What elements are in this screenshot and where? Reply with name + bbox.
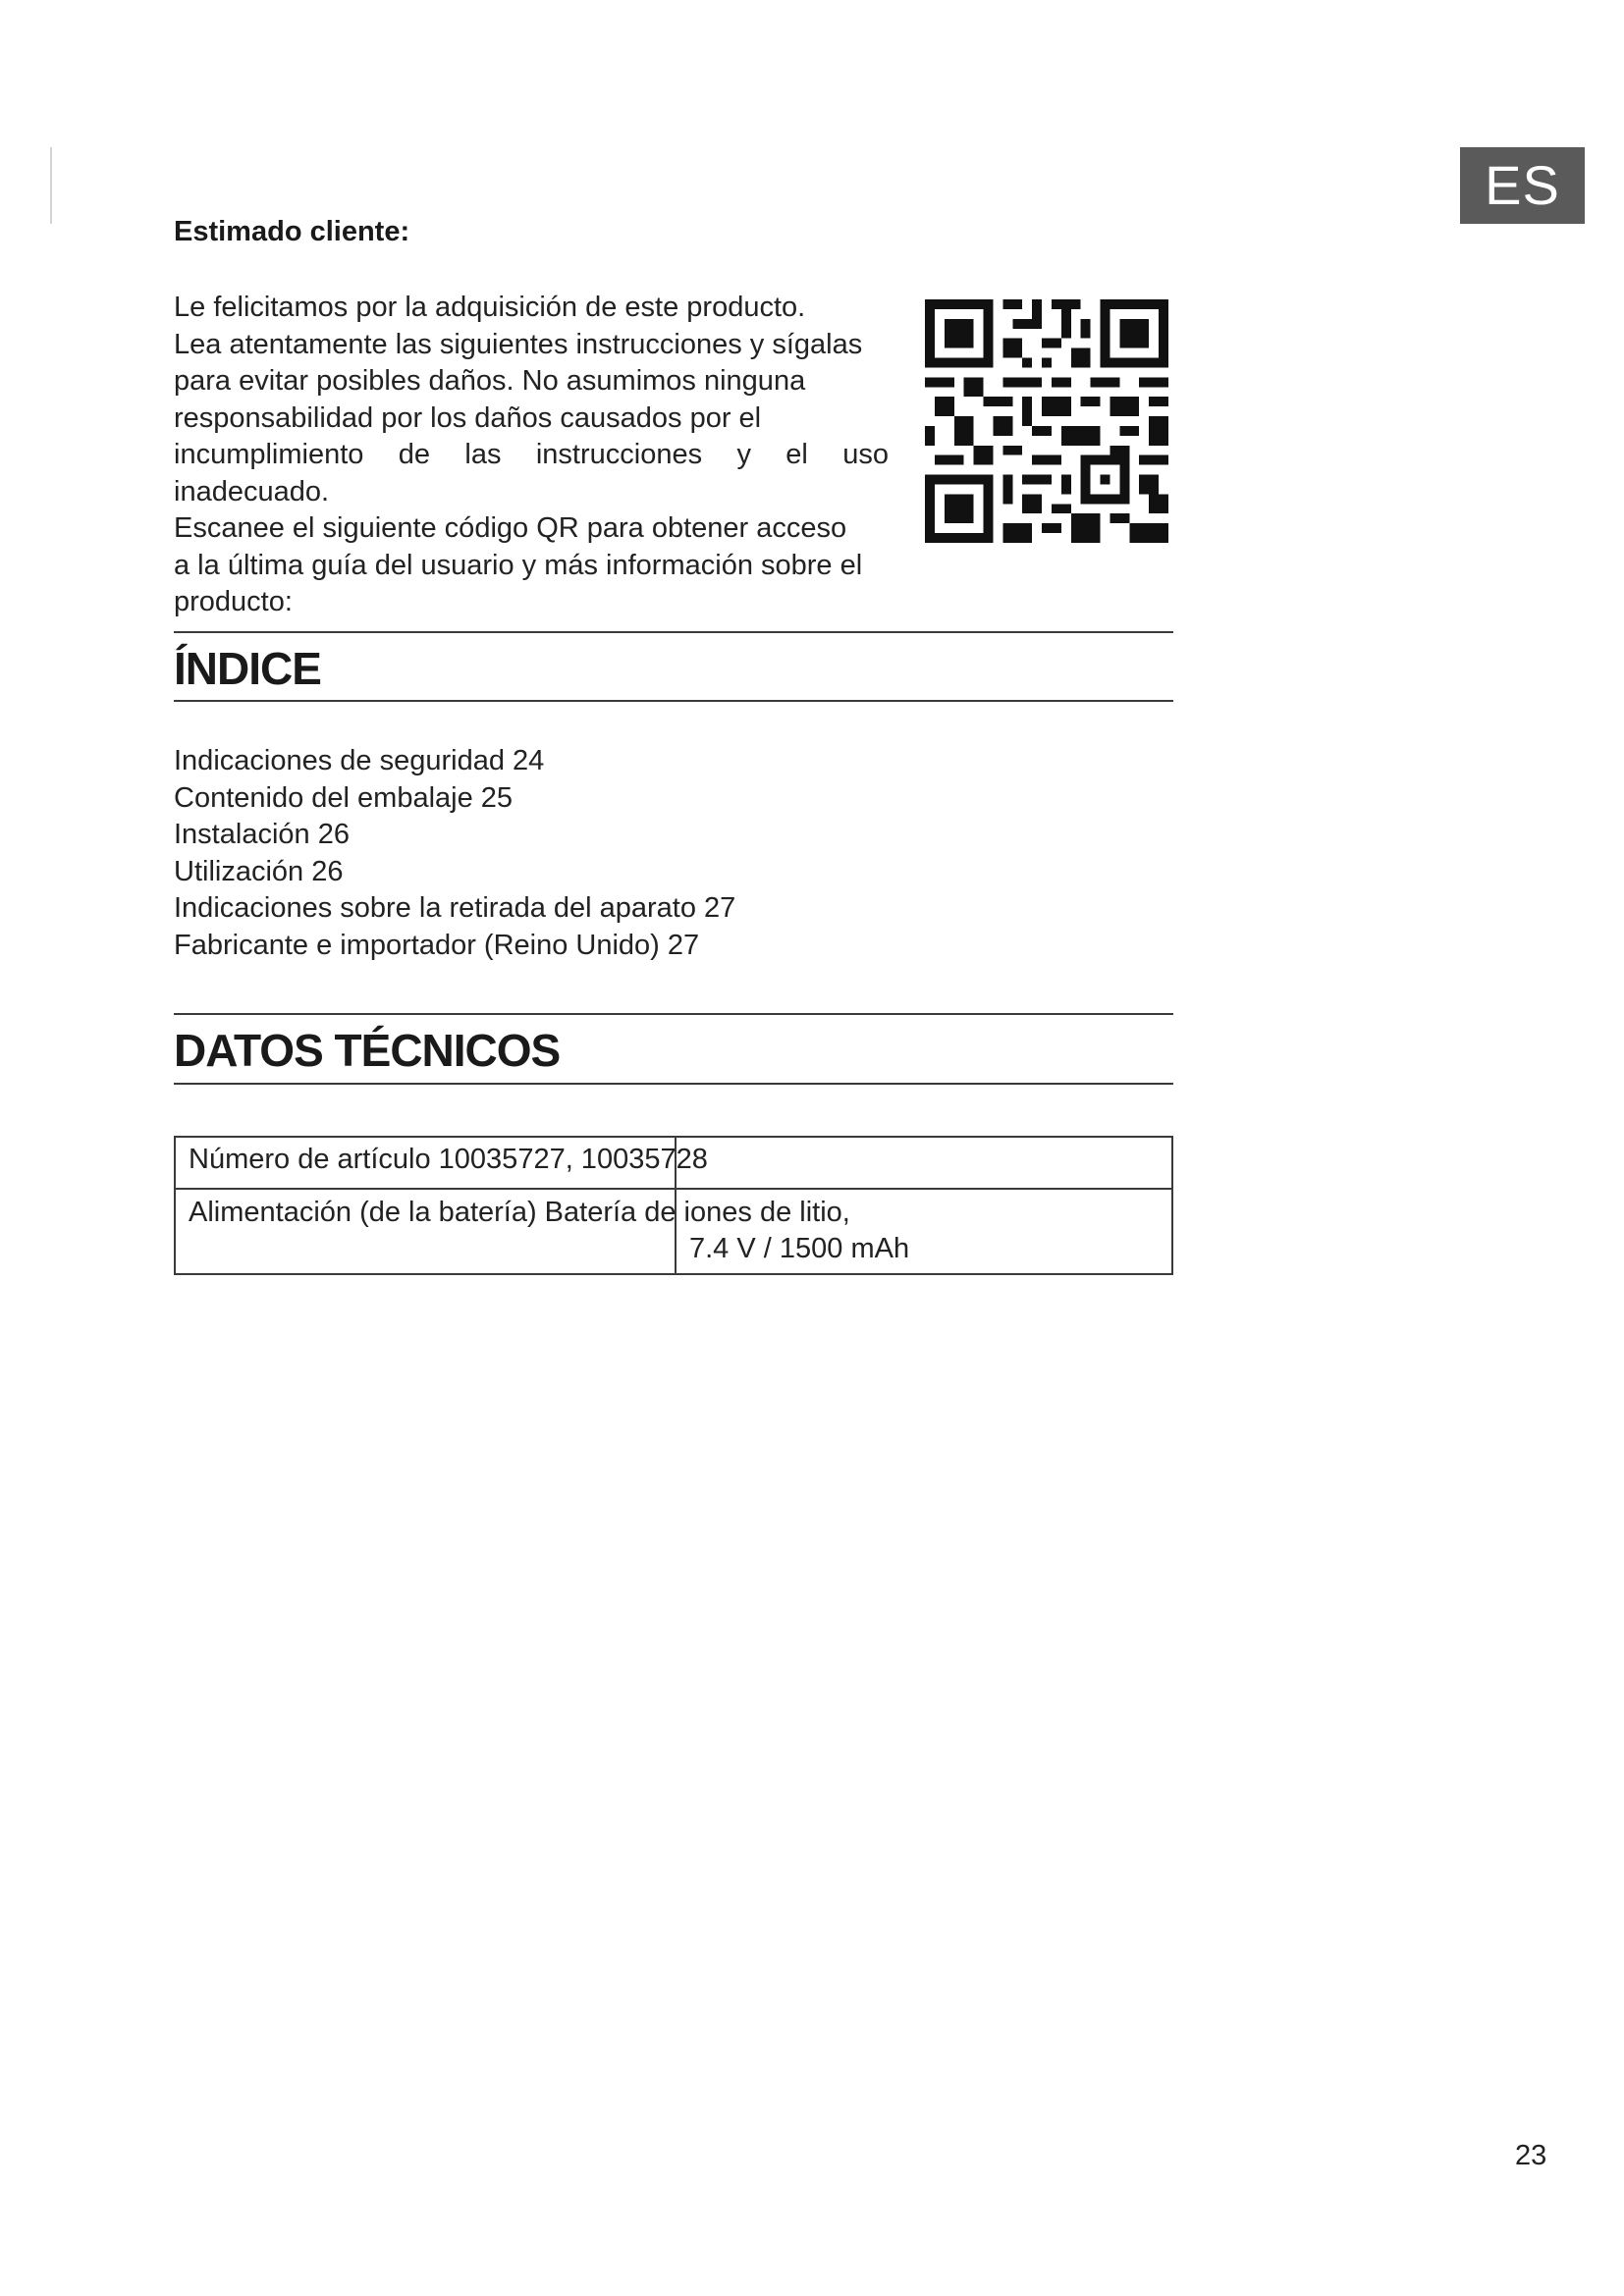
- spec-power-value: 7.4 V / 1500 mAh: [689, 1233, 910, 1264]
- toc-item-installation[interactable]: Instalación 26: [174, 819, 350, 850]
- intro-line: responsabilidad por los daños causados por el: [174, 401, 762, 434]
- tech-data-table: [174, 1136, 1173, 1275]
- toc-item-manufacturer[interactable]: Fabricante e importador (Reino Unido) 27: [174, 929, 700, 961]
- intro-line: para evitar posibles daños. No asumimos ninguna: [174, 365, 806, 397]
- index-top-rule: [174, 631, 1173, 633]
- table-row-divider: [176, 1188, 1171, 1190]
- page-number: 23: [1515, 2140, 1547, 2171]
- toc-item-disposal[interactable]: Indicaciones sobre la retirada del aparato 27: [174, 892, 736, 924]
- toc-item-safety[interactable]: Indicaciones de seguridad 24: [174, 745, 545, 776]
- tech-data-bottom-rule: [174, 1083, 1173, 1085]
- tech-data-top-rule: [174, 1013, 1173, 1015]
- spec-article-number: Número de artículo 10035727, 10035728: [189, 1144, 708, 1175]
- intro-line: a la última guía del usuario y más información sobre el: [174, 549, 863, 581]
- intro-line: Le felicitamos por la adquisición de este producto.: [174, 292, 806, 323]
- index-bottom-rule: [174, 700, 1173, 702]
- intro-line: incumplimiento de las instrucciones y el uso inadecuado.: [174, 439, 889, 507]
- table-of-contents: [174, 743, 735, 964]
- intro-line: Lea atentamente las siguientes instrucciones y sígalas: [174, 328, 863, 360]
- language-tab: ES: [1460, 147, 1585, 224]
- qr-code[interactable]: [925, 299, 1168, 543]
- index-title: ÍNDICE: [174, 643, 321, 694]
- intro-line: producto:: [174, 586, 293, 617]
- intro-line: Escanee el siguiente código QR para obtener acceso: [174, 512, 847, 544]
- tech-data-title: DATOS TÉCNICOS: [174, 1025, 561, 1076]
- toc-item-package-contents[interactable]: Contenido del embalaje 25: [174, 781, 514, 814]
- toc-item-usage[interactable]: Utilización 26: [174, 855, 344, 887]
- greeting-heading: Estimado cliente:: [174, 216, 410, 247]
- spec-power-supply: Alimentación (de la batería) Batería de iones de litio,: [189, 1197, 850, 1228]
- intro-paragraph: [174, 290, 889, 621]
- left-margin-rule: [50, 147, 52, 224]
